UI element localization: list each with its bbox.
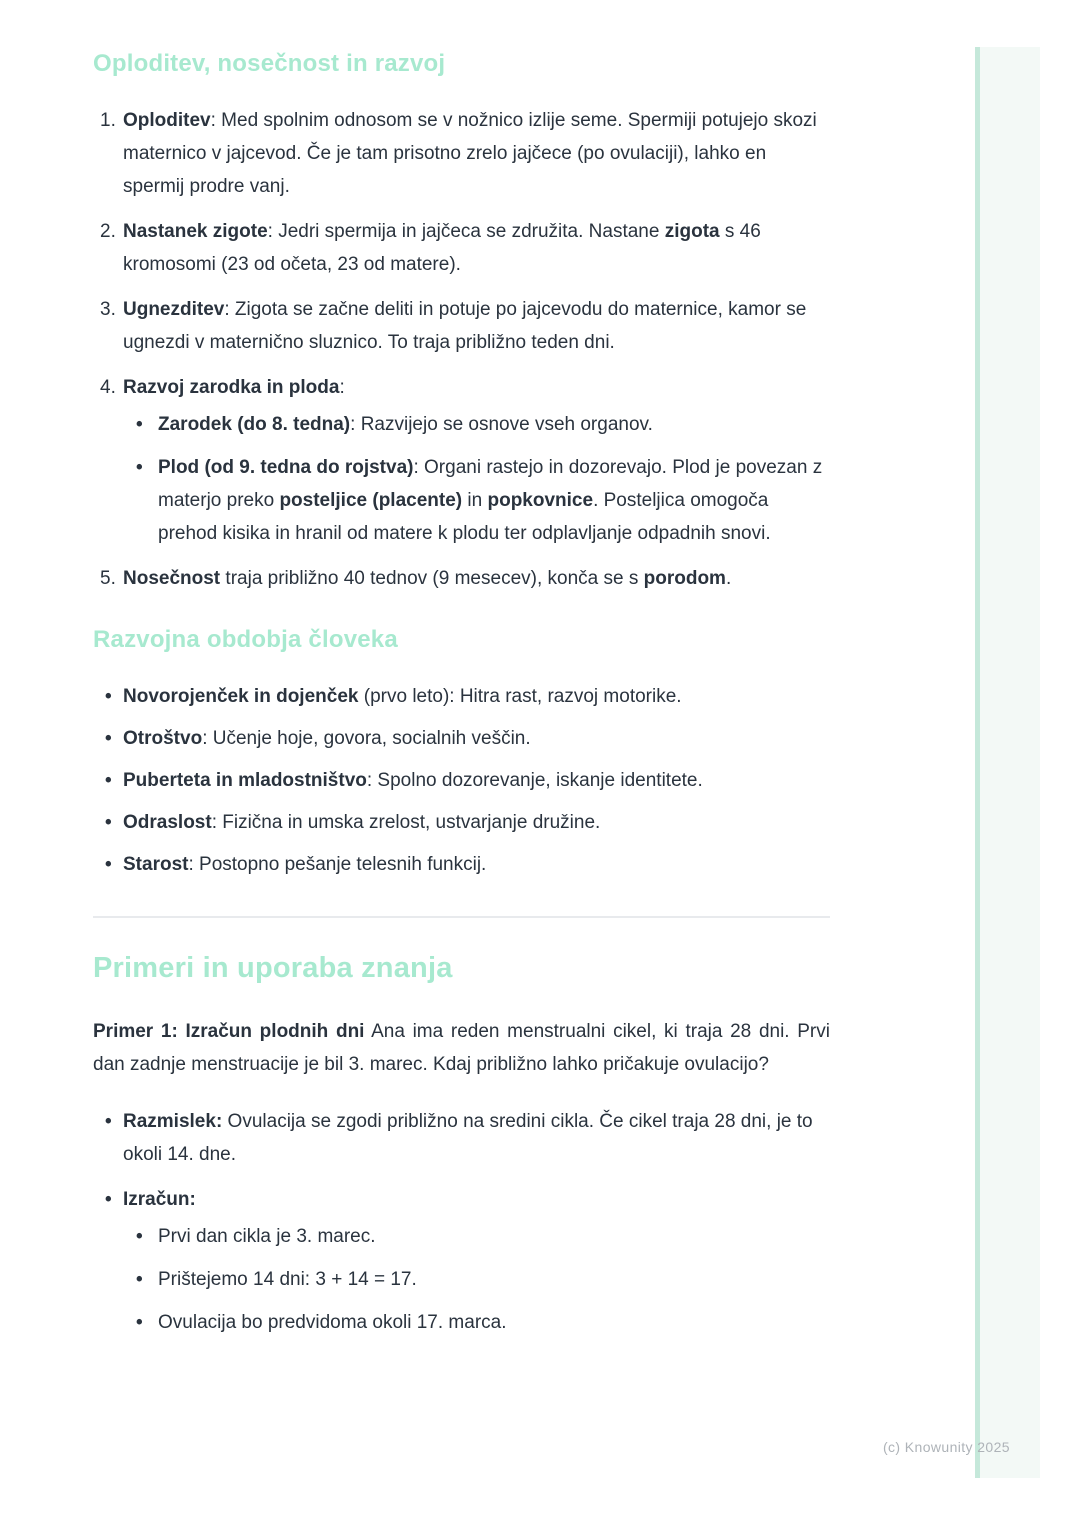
section-title-examples: Primeri in uporaba znanja [93,952,453,984]
list-item [93,1183,830,1339]
side-accent-line [975,47,980,1478]
bullet-icon: • [105,854,112,875]
footer-copyright: (c) Knowunity 2025 [882,1439,1010,1455]
bullet-icon: • [136,1269,143,1290]
list-item [136,1263,830,1296]
sub-list [136,1220,830,1339]
list-item [136,451,830,550]
list-item-text: Puberteta in mladostništvo: Spolno dozorevanje, iskanje identitete. [123,770,703,791]
example-intro-paragraph: Primer 1: Izračun plodnih dni Ana ima reden menstrualni cikel, ki traja 28 dni. Prvi dan zadnje menstruacije je bil 3. marec. Kdaj približno lahko pričakuje ovulacijo? [93,1021,830,1075]
list-item [93,371,830,550]
bullet-icon: • [136,457,143,478]
list-item-text: Odraslost: Fizična in umska zrelost, ustvarjanje družine. [123,812,601,833]
list-item [93,293,830,359]
list-item [93,562,830,595]
list-item [136,1220,830,1253]
list-item [93,764,830,797]
list-item [93,104,830,203]
list-item-text: Razmislek: Ovulacija se zgodi približno na sredini cikla. Če cikel traja 28 dni, je to okoli 14. dne. [123,1111,813,1165]
list-item-text: Nosečnost traja približno 40 tednov (9 mesecev), konča se s porodom. [123,568,732,589]
list-item [93,1105,830,1171]
list-number: 2. [100,221,116,242]
bullet-list-development-stages [93,680,830,881]
bullet-icon: • [105,728,112,749]
list-item [93,680,830,713]
bullet-icon: • [136,414,143,435]
list-item-text: Razvoj zarodka in ploda: • Zarodek (do 8. tedna): Razvijejo se osnove vseh organov. • Plod (od 9. tedna do rojstva): Organi rastejo in dozorevajo. Plod je povezan z materjo preko posteljice (placente) in popkovnice. Posteljica omogoča prehod kisika in hranil od matere k plodu ter odplavljanje odpadnih snovi. [123,371,830,550]
list-item-text: Starost: Postopno pešanje telesnih funkcij. [123,854,487,875]
section-divider [93,916,830,918]
bullet-icon: • [136,1226,143,1247]
list-number: 4. [100,377,116,398]
bullet-icon: • [136,1312,143,1333]
page-content [93,0,830,1339]
list-item-text: Ugnezditev: Zigota se začne deliti in potuje po jajcevodu do maternice, kamor se ugnezdi v maternično sluznico. To traja približno teden dni. [123,299,807,353]
list-item [136,1306,830,1339]
list-item-text: Plod (od 9. tedna do rojstva): Organi rastejo in dozorevajo. Plod je povezan z materjo preko posteljice (placente) in popkovnice. Posteljica omogoča prehod kisika in hranil od matere k plodu ter odplavljanje odpadnih snovi. [158,457,823,544]
bullet-icon: • [105,812,112,833]
bullet-icon: • [105,1111,112,1132]
section-title-development-stages: Razvojna obdobja človeka [93,626,398,653]
list-item [93,215,830,281]
sub-list [136,408,830,550]
list-item-text: Prvi dan cikla je 3. marec. [158,1226,376,1247]
list-item-text: Otroštvo: Učenje hoje, govora, socialnih veščin. [123,728,531,749]
bullet-list-examples [93,1105,830,1339]
bullet-icon: • [105,1189,112,1210]
numbered-list-fertilization [93,104,830,595]
list-number: 1. [100,110,116,131]
bullet-icon: • [105,686,112,707]
list-item-text: Izračun: • Prvi dan cikla je 3. marec. • Prištejemo 14 dni: 3 + 14 = 17. • Ovulacija bo predvidoma okoli 17. marca. [123,1183,830,1339]
list-item-text: Ovulacija bo predvidoma okoli 17. marca. [158,1312,507,1333]
side-accent-wash [980,47,1040,1478]
list-item [93,806,830,839]
list-item-text: Zarodek (do 8. tedna): Razvijejo se osnove vseh organov. [158,414,653,435]
list-item-text: Oploditev: Med spolnim odnosom se v nožnico izlije seme. Spermiji potujejo skozi maternico v jajcevod. Če je tam prisotno zrelo jajčece (po ovulaciji), lahko en spermij prodre vanj. [123,110,817,197]
list-item [136,408,830,441]
list-item [93,722,830,755]
bullet-icon: • [105,770,112,791]
list-number: 5. [100,568,116,589]
list-number: 3. [100,299,116,320]
list-item-text: Nastanek zigote: Jedri spermija in jajčeca se združita. Nastane zigota s 46 kromosomi (23 od očeta, 23 od matere). [123,221,761,275]
list-item-text: Novorojenček in dojenček (prvo leto): Hitra rast, razvoj motorike. [123,686,682,707]
list-item-text: Prištejemo 14 dni: 3 + 14 = 17. [158,1269,417,1290]
section-title-fertilization: Oploditev, nosečnost in razvoj [93,50,446,77]
list-item [93,848,830,881]
